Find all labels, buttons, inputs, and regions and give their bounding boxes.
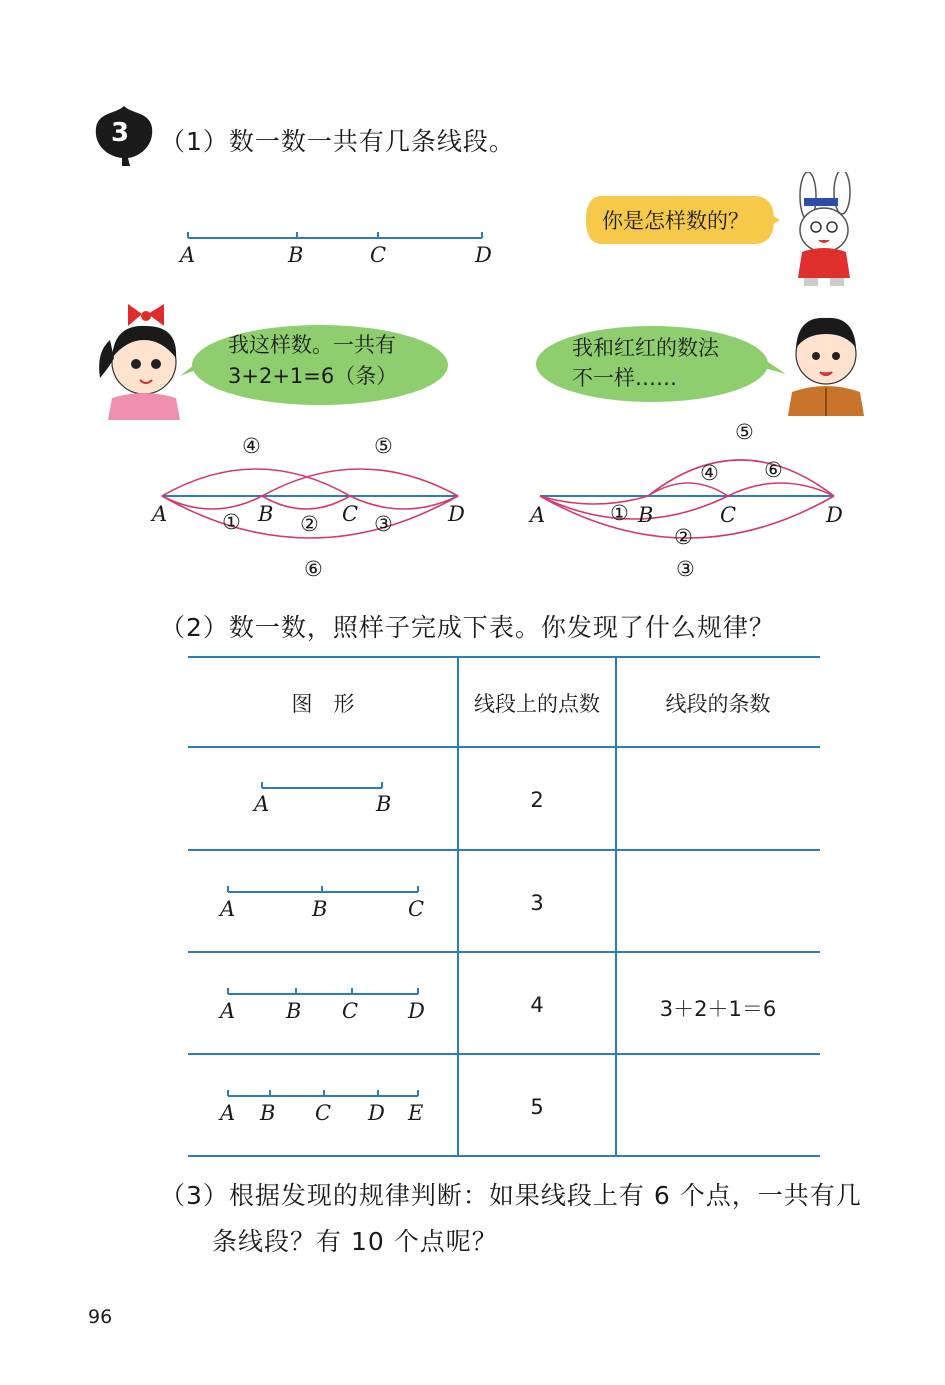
- rabbit-speech-text: 你是怎样数的？: [602, 209, 749, 233]
- table-header-figure: 图 形: [291, 692, 355, 716]
- left-arc-6: ⑥: [304, 557, 323, 581]
- main-label-d: D: [475, 243, 492, 267]
- right-label-a: A: [530, 503, 546, 527]
- left-label-d: D: [448, 502, 465, 526]
- row4-label-b: B: [260, 1101, 276, 1125]
- boy-speech-line2: 不一样……: [572, 366, 677, 390]
- main-label-c: C: [370, 243, 387, 267]
- row2-label-c: C: [408, 897, 425, 921]
- right-label-c: C: [720, 503, 737, 527]
- row2-label-a: A: [220, 897, 236, 921]
- page-number: 96: [88, 1306, 113, 1328]
- table-header-segments: 线段的条数: [665, 692, 771, 716]
- right-label-b: B: [638, 503, 654, 527]
- boy-speech-line1: 我和红红的数法: [572, 336, 719, 360]
- row3-segment-figure: [222, 986, 422, 1000]
- row3-label-b: B: [286, 999, 302, 1023]
- left-arc-3: ③: [374, 512, 393, 536]
- row4-label-c: C: [315, 1101, 332, 1125]
- right-arc-2: ②: [674, 525, 693, 549]
- left-arc-4: ④: [242, 434, 261, 458]
- row4-segment-figure: [222, 1088, 422, 1102]
- row2-segment-figure: [222, 884, 422, 898]
- row1-label-a: A: [254, 792, 270, 816]
- row2-label-b: B: [312, 897, 328, 921]
- right-arc-1: ①: [610, 501, 629, 525]
- girl-speech-line1: 我这样数。一共有: [228, 333, 396, 357]
- row4-label-d: D: [368, 1101, 385, 1125]
- row3-label-a: A: [220, 999, 236, 1023]
- row3-label-c: C: [342, 999, 359, 1023]
- right-label-d: D: [826, 503, 843, 527]
- row4-label-a: A: [220, 1101, 236, 1125]
- row4-label-e: E: [408, 1101, 424, 1125]
- problem-number: 3: [110, 118, 130, 148]
- left-arc-5: ⑤: [374, 434, 393, 458]
- row3-points: 4: [530, 993, 544, 1017]
- rabbit-teacher-illustration: [786, 172, 868, 290]
- left-arc-1: ①: [222, 510, 241, 534]
- left-arc-2: ②: [300, 512, 319, 536]
- right-arc-6: ⑥: [764, 458, 783, 482]
- part1-question: （1）数一数一共有几条线段。: [160, 127, 515, 156]
- right-arc-5: ⑤: [735, 420, 754, 444]
- row1-segment-figure: [256, 780, 386, 794]
- row1-points: 2: [530, 788, 544, 812]
- main-segment: [180, 228, 490, 248]
- part3-question-line1: （3）根据发现的规律判断：如果线段上有 6 个点，一共有几: [160, 1181, 862, 1210]
- row2-points: 3: [530, 891, 544, 915]
- left-label-b: B: [258, 502, 274, 526]
- main-label-a: A: [180, 243, 196, 267]
- row3-label-d: D: [408, 999, 425, 1023]
- girl-speech-line2: 3+2+1=6（条）: [228, 364, 398, 388]
- part3-question-line2: 条线段？有 10 个点呢？: [212, 1227, 498, 1256]
- boy-illustration: [784, 308, 868, 418]
- right-arc-3: ③: [676, 557, 695, 581]
- part2-question: （2）数一数，照样子完成下表。你发现了什么规律？: [160, 613, 775, 642]
- left-label-a: A: [152, 502, 168, 526]
- girl-illustration: [92, 300, 188, 420]
- row3-count: 3＋2＋1＝6: [659, 997, 777, 1021]
- row1-label-b: B: [376, 792, 392, 816]
- row4-points: 5: [530, 1095, 544, 1119]
- main-label-b: B: [288, 243, 304, 267]
- table-header-points: 线段上的点数: [474, 692, 600, 716]
- right-arc-4: ④: [700, 461, 719, 485]
- left-label-c: C: [342, 502, 359, 526]
